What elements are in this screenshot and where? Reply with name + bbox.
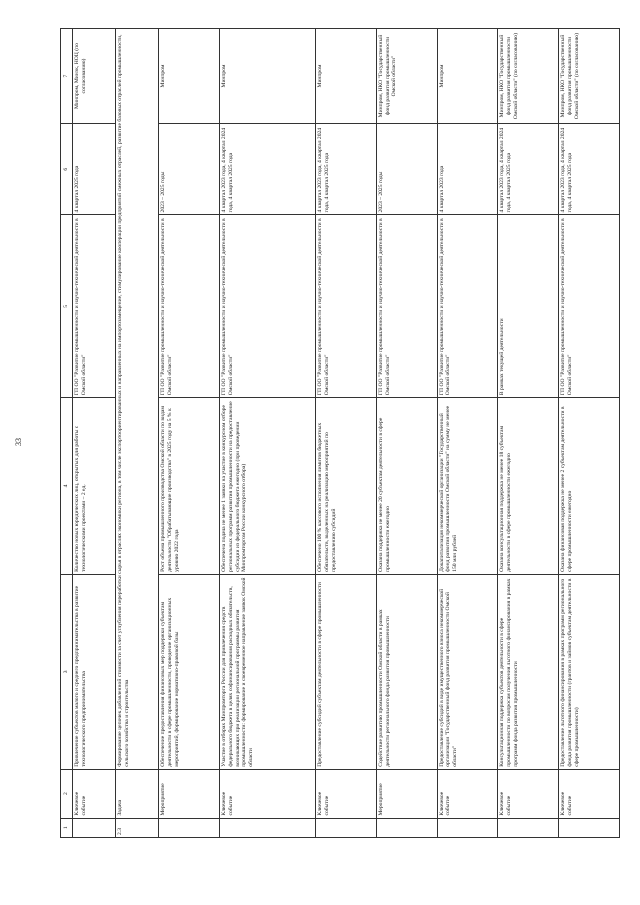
task-number: 2.3	[116, 818, 159, 837]
row-term: 4 квартал 2025 года	[73, 124, 116, 215]
row-result: Количество новых юридических лиц, открытых для работы с технологическими проектами – 2 ед.	[73, 398, 116, 575]
row-name: Консультационная поддержка субъектов деятельности в сфере промышленности по вопросам получения льготного финансирования в рамках программ фонда развития промышленности	[498, 574, 559, 769]
header-cell: 6	[61, 124, 73, 215]
row-executor: Минпром	[437, 29, 498, 124]
row-term: 2023 – 2025 годы	[159, 124, 220, 215]
task-row	[116, 29, 159, 838]
task-text: Формирование цепочек добавленной стоимости за счет углубления переработки сырья в отраслях экономики региона, в том числе экспортоориентированных и направленных на импортозамещение, стимулирование кооперации предприятий смежных отраслей, развитие базовых отраслей промышленности, сельского хозяйства и строительства	[116, 29, 159, 770]
row-program: В рамках текущей деятельности	[498, 215, 559, 398]
table-row	[437, 29, 498, 838]
row-term: 4 квартал 2023 года, 4 квартал 2024 года, 4 квартал 2025 года	[559, 124, 620, 215]
row-number	[559, 818, 620, 837]
table-row	[316, 29, 377, 838]
header-cell: 3	[61, 574, 73, 769]
row-program: ГП ОО "Развитие промышленности и научно-технической деятельности в Омской области"	[159, 215, 220, 398]
row-result: Оказана консультационная поддержка не менее 18 субъектам деятельности в сфере промышленности ежегодно	[498, 398, 559, 575]
row-executor: Минпром, Минэк, НОЦ (по согласованию)	[73, 29, 116, 124]
row-result: Обеспечено 100 % кассового исполнения лимитов бюджетных обязательств, выделенных на реализацию мероприятий по предоставлению субсидий	[316, 398, 377, 575]
row-executor: Минпром, НКО "Государственный фонд развития промышленности Омской области"	[376, 29, 437, 124]
row-name: Предоставление субсидий в виде имущественного взноса некоммерческой организации "Государственный фонд развития промышленности Омской области"	[437, 574, 498, 769]
row-term: 4 квартал 2023 года, 4 квартал 2024 года, 4 квартал 2025 года	[219, 124, 315, 215]
row-executor: Минпром	[316, 29, 377, 124]
row-name: Обеспечение предоставления финансовых мер поддержки субъектам деятельности в сфере промышленности, проведение организационных мероприятий, формирование нормативно-правовой базы	[159, 574, 220, 769]
row-executor: Минпром	[219, 29, 315, 124]
row-name: Предоставление льготного финансирования в рамках программ регионального фонда развития промышленности (грантов и займов субъектам деятельности в сфере промышленности)	[559, 574, 620, 769]
table-row	[219, 29, 315, 838]
row-name: Участие в отборах Минпромторга России для привлечения средств федерального бюджета в целях софинансирования расходных обязательств, возникающих при реализации региональной программы развития промышленности: формирование и своевременное направление заявок Омской области	[219, 574, 315, 769]
row-executor: Минпром, НКО "Государственный фонд развития промышленности Омской области" (по согласованию)	[498, 29, 559, 124]
row-program: ГП ОО "Развитие промышленности и научно-технической деятельности в Омской области"	[376, 215, 437, 398]
row-type: Ключевое событие	[498, 769, 559, 818]
page-number: 33	[14, 438, 23, 446]
row-type: Ключевое событие	[559, 769, 620, 818]
header-cell: 2	[61, 769, 73, 818]
table-row	[159, 29, 220, 838]
row-number	[316, 818, 377, 837]
row-term: 2023 – 2025 годы	[376, 124, 437, 215]
header-cell: 5	[61, 215, 73, 398]
row-executor: Минпром, НКО "Государственный фонд развития промышленности Омской области" (по согласованию)	[559, 29, 620, 124]
header-cell: 1	[61, 818, 73, 837]
row-program: ГП ОО "Развитие промышленности и научно-технической деятельности в Омской области"	[316, 215, 377, 398]
row-program: ГП ОО "Развитие промышленности и научно-технической деятельности в Омской области"	[73, 215, 116, 398]
table-row	[376, 29, 437, 838]
row-type: Мероприятие	[159, 769, 220, 818]
row-number	[376, 818, 437, 837]
row-result: Обеспечена подача не менее 1 заявки на участие в конкурсном отборе региональных программ развития промышленности на предоставление субсидии из федерального бюджета ежегодно (при проведении Минпромторгом России конкурсного отбора)	[219, 398, 315, 575]
table-header-row	[61, 29, 73, 838]
row-program: ГП ОО "Развитие промышленности и научно-технической деятельности в Омской области"	[219, 215, 315, 398]
row-type: Ключевое событие	[437, 769, 498, 818]
row-type: Ключевое событие	[316, 769, 377, 818]
header-cell: 4	[61, 398, 73, 575]
table-row	[559, 29, 620, 838]
table-row	[498, 29, 559, 838]
row-name: Предоставление субсидий субъектам деятельности в сфере промышленности	[316, 574, 377, 769]
row-number	[219, 818, 315, 837]
row-type: Ключевое событие	[73, 769, 116, 818]
row-executor: Минпром	[159, 29, 220, 124]
row-program: ГП ОО "Развитие промышленности и научно-технической деятельности в Омской области"	[437, 215, 498, 398]
row-number	[498, 818, 559, 837]
task-type: Задача	[116, 769, 159, 818]
row-program: ГП ОО "Развитие промышленности и научно-технической деятельности в Омской области"	[559, 215, 620, 398]
row-term: 4 квартал 2023 года, 4 квартал 2024 года, 4 квартал 2025 года	[498, 124, 559, 215]
plan-table	[60, 28, 620, 838]
row-result: Оказана поддержка не менее 20 субъектам деятельности в сфере промышленности ежегодно	[376, 398, 437, 575]
row-term: 4 квартал 2023 года	[437, 124, 498, 215]
table-row	[73, 29, 116, 838]
row-type: Ключевое событие	[219, 769, 315, 818]
row-result: Докапитализация некоммерческой организации "Государственный фонд развития промышленности Омской области" на сумму не менее 150 млн рублей	[437, 398, 498, 575]
row-name: Привлечение субъектов малого и среднего предпринимательства в развитие технологического предпринимательства	[73, 574, 116, 769]
header-cell: 7	[61, 29, 73, 124]
row-result: Рост объема промышленного производства Омской области по видам деятельности "Обрабатывающие производства" в 2025 году на 5 % к уровню 2022 года	[159, 398, 220, 575]
row-number	[159, 818, 220, 837]
row-term: 4 квартал 2023 года, 4 квартал 2024 года, 4 квартал 2025 года	[316, 124, 377, 215]
row-number	[73, 818, 116, 837]
row-number	[437, 818, 498, 837]
rotated-table-container	[60, 28, 620, 838]
row-result: Оказана финансовая поддержка не менее 2 субъектам деятельности в сфере промышленности ежегодно	[559, 398, 620, 575]
row-name: Содействие развитию промышленности Омской области в рамках деятельности регионального фонда развития промышленности	[376, 574, 437, 769]
row-type: Мероприятие	[376, 769, 437, 818]
